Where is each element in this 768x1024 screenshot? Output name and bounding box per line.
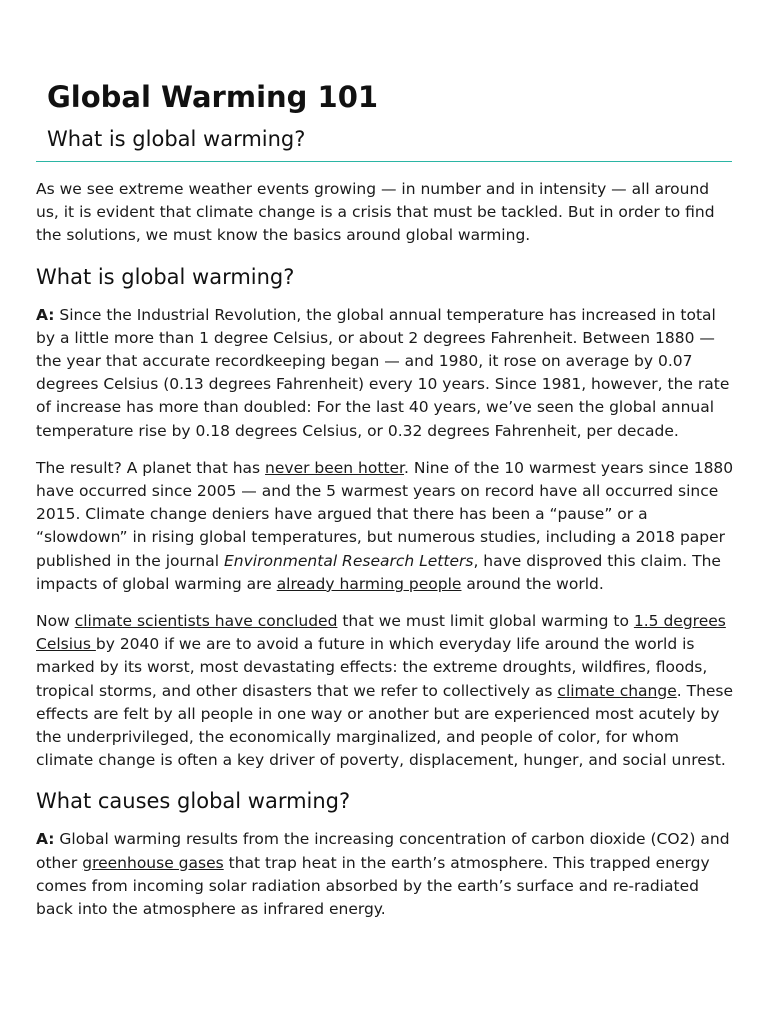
never-been-hotter-link[interactable]: never been hotter [265, 458, 405, 477]
climate-change-link[interactable]: climate change [557, 681, 677, 700]
page-title: Global Warming 101 [47, 80, 379, 114]
already-harming-people-link[interactable]: already harming people [276, 574, 462, 593]
section-heading-what-is: What is global warming? [36, 264, 295, 289]
title-block [47, 78, 737, 153]
article-body [36, 178, 736, 935]
paragraph-text: , have disproved this claim. The impacts of global warming are [36, 551, 721, 593]
paragraph-text: around the world. [461, 574, 604, 593]
paragraph-text: Global warming results from the increasing concentration of carbon dioxide (CO2) and other [36, 830, 730, 872]
paragraph-text: . These effects are felt by all people in one way or another but are experienced most acutely by the underprivileged, the economically marginalized, and people of color, for whom climate change is often a key driver of poverty, displacement, hunger, and social unrest. [36, 681, 734, 770]
paragraph-text: by 2040 if we are to avoid a future in which everyday life around the world is marked by its worst, most devastating effects: the extreme droughts, wildfires, floods, tropical storms, and other disasters that we refer to collectively as [36, 635, 708, 700]
paragraph-text: . Nine of the 10 warmest years since 1880 have occurred since 2005 — and the 5 warmest years on record have all occurred since 2015. Climate change deniers have argued that there has been a “pause” or a “slowdown” in rising global temperatures, but numerous studies, including a 2018 paper published in the journal [36, 458, 734, 570]
paragraph-text: Now [36, 612, 75, 631]
paragraph-text: that trap heat in the earth’s atmosphere. This trapped energy comes from incoming solar radiation absorbed by the earth’s surface and re-radiated back into the atmosphere as infrared energy. [36, 853, 710, 919]
climate-scientists-link[interactable]: climate scientists have concluded [74, 612, 338, 631]
paragraph-text: The result? A planet that has [36, 458, 266, 477]
paragraph-text: that we must limit global warming to [337, 612, 634, 631]
answer-text: Since the Industrial Revolution, the global annual temperature has increased in total by a little more than 1 degree Celsius, or about 2 degrees Fahrenheit. Between 1880 — the year that accurate recordkeeping began — and 1980, it rose on average by 0.07 degrees Celsius (0.13 degrees Fahrenheit) every 10 years. Since 1981, however, the rate of increase has more than doubled: For the last 40 years, we’ve seen the global annual temperature rise by 0.18 degrees Celsius, or 0.32 degrees Fahrenheit, per decade. [36, 305, 730, 440]
intro-paragraph: As we see extreme weather events growing — in number and in intensity — all around us, it is evident that climate change is a crisis that must be tackled. But in order to find the solutions, we must know the basics around global warming. [36, 180, 715, 245]
title-divider [36, 161, 732, 162]
result-paragraph [36, 457, 736, 596]
limit-paragraph [36, 610, 736, 772]
journal-name: Environmental Research Letters [224, 551, 474, 570]
answer-paragraph [36, 304, 736, 443]
answer-label: A: [36, 305, 55, 324]
greenhouse-gases-link[interactable]: greenhouse gases [82, 853, 224, 872]
causes-paragraph [36, 828, 736, 921]
one-point-five-degrees-link[interactable]: 1.5 degrees Celsius [36, 612, 726, 654]
section-heading-causes: What causes global warming? [36, 789, 351, 814]
page-subtitle: What is global warming? [47, 127, 306, 151]
answer-label: A: [36, 830, 55, 849]
